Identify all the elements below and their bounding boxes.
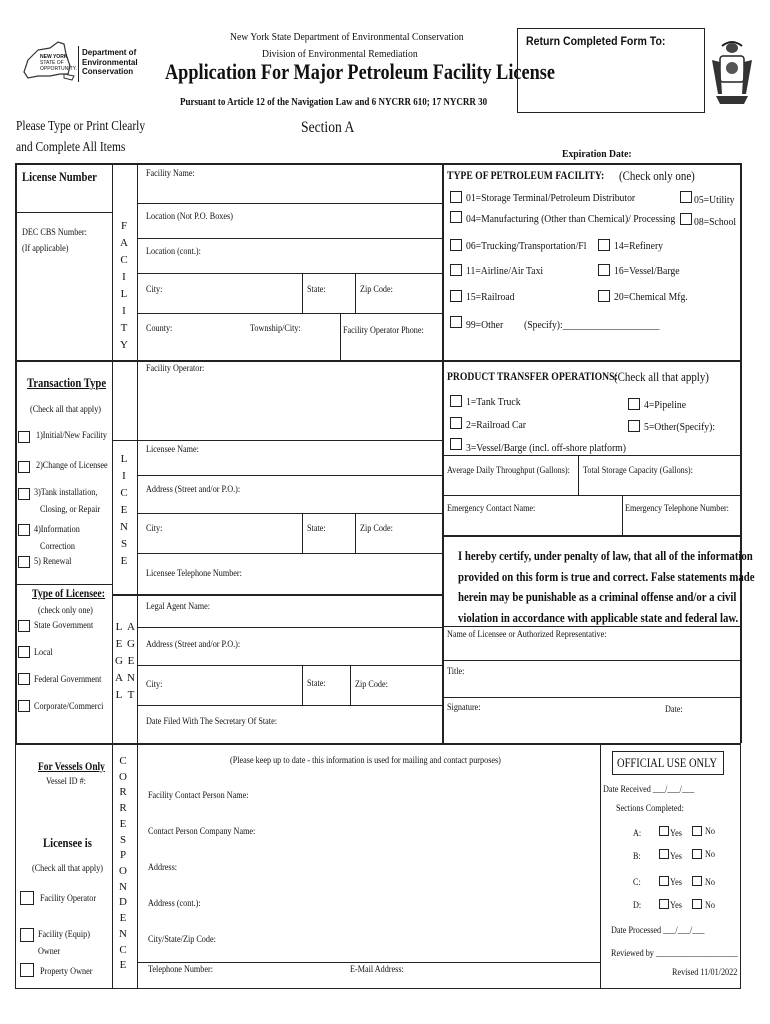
refinery-checkbox[interactable] xyxy=(598,239,610,251)
type-of-licensee-heading: Type of Licensee: xyxy=(32,586,106,600)
signature-input[interactable] xyxy=(490,700,655,740)
other-facility-checkbox[interactable] xyxy=(450,316,462,328)
facility-location-cont-input[interactable] xyxy=(220,240,440,272)
other-transfer-checkbox[interactable] xyxy=(628,420,640,432)
facility-name-input[interactable] xyxy=(138,180,441,202)
product-transfer-heading: PRODUCT TRANSFER OPERATIONS: xyxy=(447,371,618,383)
throughput-label: Average Daily Throughput (Gallons): xyxy=(447,466,570,476)
vessel-transfer-label: 3=Vessel/Barge (incl. off-shore platform) xyxy=(466,442,626,454)
section-d-no-label: No xyxy=(705,901,715,911)
sections-completed-label: Sections Completed: xyxy=(616,804,684,814)
facility-equip-owner-checkbox[interactable] xyxy=(20,928,34,942)
facility-state-label: State: xyxy=(307,285,326,295)
contact-company-label: Contact Person Company Name: xyxy=(148,827,256,837)
licensee-phone-input[interactable] xyxy=(280,556,440,592)
logo-text-line: Conservation xyxy=(82,67,134,77)
transaction-check-note: (Check all that apply) xyxy=(30,405,102,415)
transaction-tank-checkbox[interactable] xyxy=(18,488,30,500)
other-facility-label: 99=Other xyxy=(466,319,504,331)
licensee-state-label: State: xyxy=(307,524,326,534)
logo-state-line: NEW YORK xyxy=(40,54,68,60)
facility-equip-owner-option-2: Owner xyxy=(38,947,61,957)
section-d-yes-label: Yes xyxy=(670,901,682,911)
transaction-tank-label-2: Closing, or Repair xyxy=(40,505,101,515)
correspondence-address-cont-label: Address (cont.): xyxy=(148,899,201,909)
correspondence-address-label: Address: xyxy=(148,863,178,873)
legal-agent-address-label: Address (Street and/or P.O.): xyxy=(146,640,241,650)
transaction-renewal-label: 5) Renewal xyxy=(34,557,72,567)
certify-line: violation in accordance with applicable state and federal law. xyxy=(458,609,739,625)
utility-checkbox[interactable] xyxy=(680,191,692,203)
school-label: 08=School xyxy=(694,216,737,228)
transaction-info-label-2: Correction xyxy=(40,542,75,552)
storage-terminal-checkbox[interactable] xyxy=(450,191,462,203)
section-c-yes-label: Yes xyxy=(670,878,682,888)
section-c-no-checkbox[interactable] xyxy=(692,876,702,886)
section-b-yes-label: Yes xyxy=(670,852,682,862)
specify-facility-field[interactable]: (Specify):____________________ xyxy=(524,319,660,331)
section-b-no-checkbox[interactable] xyxy=(692,849,702,859)
date-received-label: Date Received ___/___/___ xyxy=(603,785,695,795)
transaction-change-label: 2)Change of Licensee xyxy=(36,461,108,471)
local-checkbox[interactable] xyxy=(18,646,30,658)
title-label: Title: xyxy=(447,667,465,677)
section-c-label: C: xyxy=(633,878,641,888)
instructions-line-2: and Complete All Items xyxy=(16,140,126,155)
official-use-box xyxy=(612,751,724,775)
corporate-label: Corporate/Commerci xyxy=(34,702,104,712)
section-c-yes-checkbox[interactable] xyxy=(659,876,669,886)
trucking-label: 06=Trucking/Transportation/Fl xyxy=(466,240,587,252)
logo-state-line: STATE OF xyxy=(40,60,64,66)
form-title: Application For Major Petroleum Facility License xyxy=(165,59,555,84)
federal-government-label: Federal Government xyxy=(34,675,102,685)
facility-zip-label: Zip Code: xyxy=(360,285,393,295)
manufacturing-label: 04=Manufacturing (Other than Chemical)/ Processing xyxy=(466,213,676,225)
airline-checkbox[interactable] xyxy=(450,264,462,276)
transaction-renewal-checkbox[interactable] xyxy=(18,556,30,568)
certification-statement xyxy=(458,546,755,628)
signature-label: Signature: xyxy=(447,703,481,713)
date-processed-label: Date Processed ___/___/___ xyxy=(611,926,705,936)
licensee-vertical-label: L I C E N S E xyxy=(120,453,128,568)
dec-cbs-note: (If applicable) xyxy=(22,244,69,254)
dec-logo xyxy=(20,40,138,86)
facility-operator-phone-label: Facility Operator Phone: xyxy=(343,326,424,336)
petroleum-check-note: (Check only one) xyxy=(619,168,695,183)
railroad-car-label: 2=Railroad Car xyxy=(466,419,527,431)
reviewed-by-label: Reviewed by ____________________ xyxy=(611,949,738,959)
dec-cbs-label: DEC CBS Number: xyxy=(22,228,87,238)
legal-vertical-label: L E G A L xyxy=(115,621,123,702)
railroad-car-checkbox[interactable] xyxy=(450,417,462,429)
expiration-date-label: Expiration Date: xyxy=(562,148,632,160)
petroleum-type-heading: TYPE OF PETROLEUM FACILITY: xyxy=(447,170,605,182)
property-owner-checkbox[interactable] xyxy=(20,963,34,977)
section-d-no-checkbox[interactable] xyxy=(692,899,702,909)
section-d-label: D: xyxy=(633,901,642,911)
facility-vertical-label: F A C I L I T Y xyxy=(120,220,128,352)
licensee-phone-label: Licensee Telephone Number: xyxy=(146,569,242,579)
logo-text-line: Environmental xyxy=(82,57,138,67)
facility-operator-checkbox[interactable] xyxy=(20,891,34,905)
state-seal-icon xyxy=(708,40,756,108)
facility-equip-owner-option: Facility (Equip) xyxy=(38,930,90,940)
return-box xyxy=(517,28,705,113)
return-label: Return Completed Form To: xyxy=(526,34,666,48)
revised-date: Revised 11/01/2022 xyxy=(672,968,738,978)
contact-person-name-label: Facility Contact Person Name: xyxy=(148,791,249,801)
section-c-no-label: No xyxy=(705,878,715,888)
licensee-name-label: Licensee Name: xyxy=(146,445,199,455)
facility-township-label: Township/City: xyxy=(250,324,301,334)
correspondence-email-label: E-Mail Address: xyxy=(350,965,404,975)
transaction-initial-label: 1)Initial/New Facility xyxy=(36,431,108,441)
section-b-no-label: No xyxy=(705,850,715,860)
agent-vertical-label: A G E N T xyxy=(127,621,135,702)
vessel-barge-checkbox[interactable] xyxy=(598,264,610,276)
signature-date-label: Date: xyxy=(665,705,683,715)
vessels-heading: For Vessels Only xyxy=(38,761,105,773)
facility-location-label: Location (Not P.O. Boxes) xyxy=(146,212,233,222)
legal-agent-zip-label: Zip Code: xyxy=(355,680,388,690)
refinery-label: 14=Refinery xyxy=(614,240,664,252)
section-a-yes-checkbox[interactable] xyxy=(659,826,669,836)
section-a-no-label: No xyxy=(705,827,715,837)
storage-capacity-label: Total Storage Capacity (Gallons): xyxy=(583,466,693,476)
railroad-label: 15=Railroad xyxy=(466,291,515,303)
section-label: Section A xyxy=(301,119,355,136)
transaction-initial-checkbox[interactable] xyxy=(18,431,30,443)
licensee-address-label: Address (Street and/or P.O.): xyxy=(146,485,241,495)
section-a-yes-label: Yes xyxy=(670,829,682,839)
manufacturing-checkbox[interactable] xyxy=(450,211,462,223)
facility-operator-label: Facility Operator: xyxy=(146,364,205,374)
correspondence-address-cont-input[interactable] xyxy=(210,890,595,920)
transaction-type-heading: Transaction Type xyxy=(27,375,107,390)
facility-city-input[interactable] xyxy=(170,275,300,311)
legal-agent-name-label: Legal Agent Name: xyxy=(146,602,210,612)
chemical-mfg-label: 20=Chemical Mfg. xyxy=(614,291,688,303)
licensee-address-input[interactable] xyxy=(138,496,441,512)
city-state-zip-label: City/State/Zip Code: xyxy=(148,935,216,945)
representative-label: Name of Licensee or Authorized Representative: xyxy=(447,630,607,640)
emergency-phone-label: Emergency Telephone Number: xyxy=(625,504,729,514)
title-input[interactable] xyxy=(470,662,738,695)
section-a-label: A: xyxy=(633,829,642,839)
vessel-barge-label: 16=Vessel/Barge xyxy=(614,265,680,277)
transaction-change-checkbox[interactable] xyxy=(18,461,30,473)
correspondence-vertical-label: C O R R E S P O N D E N C E xyxy=(119,755,127,972)
agency-line-1: New York State Department of Environmental Conservation xyxy=(230,31,464,43)
correspondence-phone-label: Telephone Number: xyxy=(148,965,213,975)
logo-state-line: OPPORTUNITY. xyxy=(40,66,77,72)
date-filed-label: Date Filed With The Secretary Of State: xyxy=(146,717,277,727)
facility-name-label: Facility Name: xyxy=(146,169,195,179)
vessel-transfer-checkbox[interactable] xyxy=(450,438,462,450)
licensee-is-heading: Licensee is xyxy=(43,835,92,850)
legal-agent-state-label: State: xyxy=(307,679,326,689)
utility-label: 05=Utility xyxy=(694,194,735,206)
transaction-info-label: 4)Information xyxy=(34,525,80,535)
local-label: Local xyxy=(34,648,53,658)
airline-label: 11=Airline/Air Taxi xyxy=(466,265,544,277)
facility-location-input[interactable] xyxy=(138,222,441,237)
transaction-info-checkbox[interactable] xyxy=(18,524,30,536)
licensee-zip-label: Zip Code: xyxy=(360,524,393,534)
tank-truck-checkbox[interactable] xyxy=(450,395,462,407)
logo-text-line: Department of xyxy=(82,48,137,57)
license-number-label: License Number xyxy=(22,169,97,184)
instructions-line-1: Please Type or Print Clearly xyxy=(16,119,146,134)
facility-operator-input[interactable] xyxy=(138,376,441,438)
corporate-checkbox[interactable] xyxy=(18,700,30,712)
trucking-checkbox[interactable] xyxy=(450,239,462,251)
tank-truck-label: 1=Tank Truck xyxy=(466,396,521,408)
railroad-checkbox[interactable] xyxy=(450,290,462,302)
facility-county-label: County: xyxy=(146,324,173,334)
facility-city-label: City: xyxy=(146,285,163,295)
product-transfer-check-note: (Check all that apply) xyxy=(614,369,709,384)
certify-line: herein may be punishable as a criminal offense and/or a civil xyxy=(458,589,737,604)
representative-input[interactable] xyxy=(443,641,739,659)
licensee-type-check-note: (check only one) xyxy=(38,606,93,616)
chemical-mfg-checkbox[interactable] xyxy=(598,290,610,302)
section-d-yes-checkbox[interactable] xyxy=(659,899,669,909)
emergency-contact-label: Emergency Contact Name: xyxy=(447,504,536,514)
transaction-tank-label: 3)Tank installation, xyxy=(34,488,98,498)
state-government-checkbox[interactable] xyxy=(18,620,30,632)
state-government-label: State Government xyxy=(34,621,94,631)
pipeline-checkbox[interactable] xyxy=(628,398,640,410)
facility-location-cont-label: Location (cont.): xyxy=(146,247,201,257)
storage-terminal-label: 01=Storage Terminal/Petroleum Distributor xyxy=(466,192,636,204)
licensee-is-check-note: (Check all that apply) xyxy=(32,864,104,874)
property-owner-option: Property Owner xyxy=(40,967,93,977)
correspondence-note: (Please keep up to date - this information is used for mailing and contact purposes) xyxy=(230,756,501,766)
school-checkbox[interactable] xyxy=(680,213,692,225)
pipeline-label: 4=Pipeline xyxy=(644,399,687,411)
certify-line: provided on this form is true and correct. False statements made xyxy=(458,568,755,584)
federal-government-checkbox[interactable] xyxy=(18,673,30,685)
legal-agent-name-input[interactable] xyxy=(230,597,440,625)
section-b-label: B: xyxy=(633,852,641,862)
official-use-heading: OFFICIAL USE ONLY xyxy=(617,756,718,770)
section-a-no-checkbox[interactable] xyxy=(692,826,702,836)
pursuant-line: Pursuant to Article 12 of the Navigation Law and 6 NYCRR 610; 17 NYCRR 30 xyxy=(180,96,488,108)
correspondence-address-input[interactable] xyxy=(185,854,595,884)
agency-line-2: Division of Environmental Remediation xyxy=(262,48,418,60)
certify-line: I hereby certify, under penalty of law, that all of the information xyxy=(458,548,753,563)
legal-agent-city-label: City: xyxy=(146,680,163,690)
other-transfer-label: 5=Other(Specify): xyxy=(644,421,716,433)
licensee-city-label: City: xyxy=(146,524,163,534)
vessel-id-label: Vessel ID #: xyxy=(46,777,86,787)
licensee-name-input[interactable] xyxy=(138,456,441,474)
facility-operator-option: Facility Operator xyxy=(40,894,97,904)
section-b-yes-checkbox[interactable] xyxy=(659,849,669,859)
contact-person-name-input[interactable] xyxy=(270,782,595,812)
city-state-zip-input[interactable] xyxy=(220,926,595,956)
contact-company-input[interactable] xyxy=(280,818,595,848)
